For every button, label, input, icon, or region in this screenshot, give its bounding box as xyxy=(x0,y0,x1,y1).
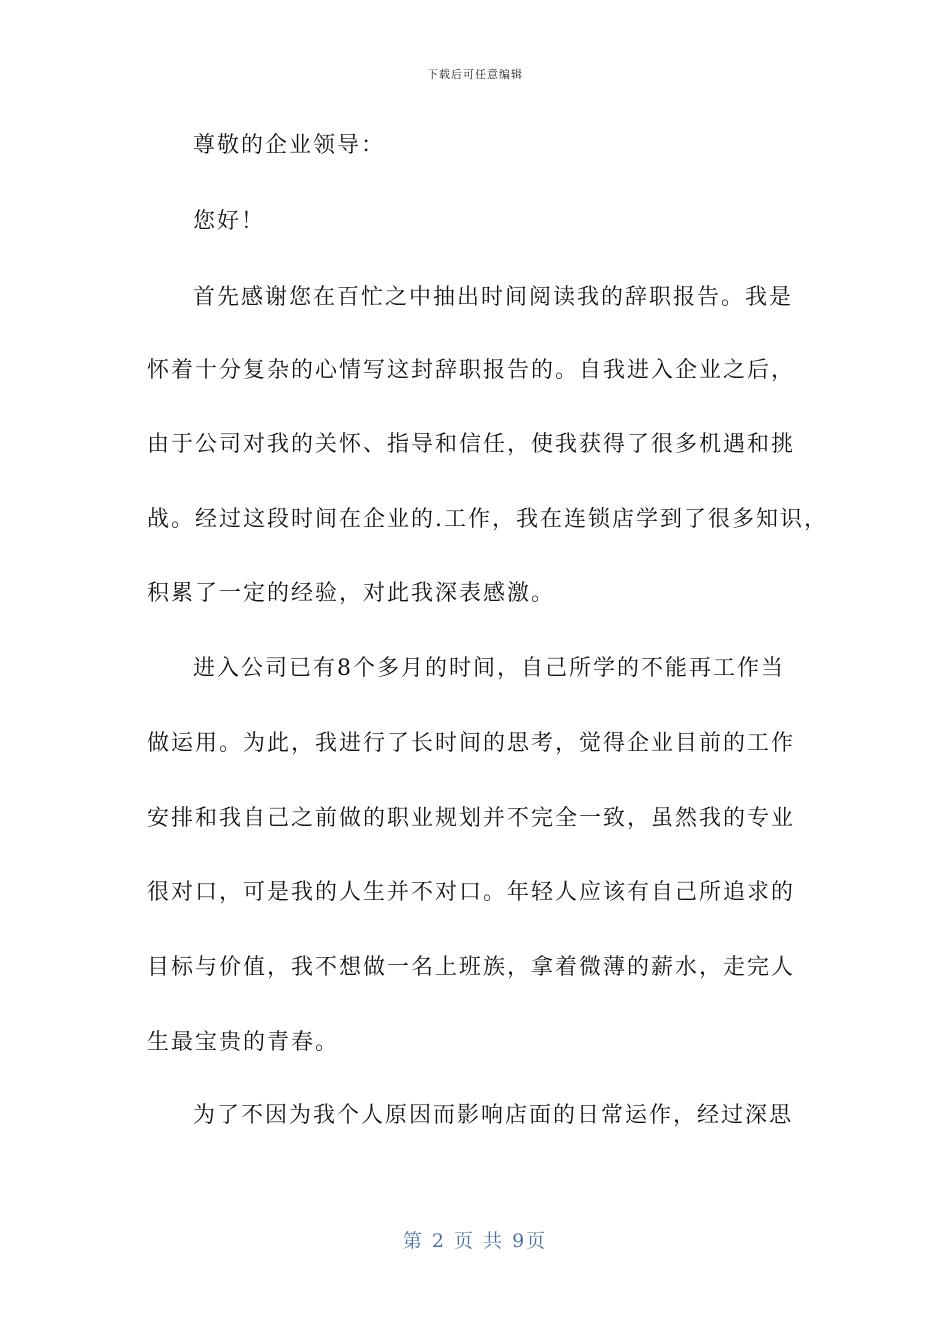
paragraph-line: 很对口，可是我的人生并不对口。年轻人应该有自己所追求的 xyxy=(147,880,796,905)
greeting: 您好！ xyxy=(193,209,266,234)
paragraph-line: 生最宝贵的青春。 xyxy=(147,1030,340,1055)
page-number: 第 2 页 共 9页 xyxy=(402,1230,548,1252)
paragraph-line: 安排和我自己之前做的职业规划并不完全一致，虽然我的专业 xyxy=(147,806,796,831)
paragraph-line: 做运用。为此，我进行了长时间的思考，觉得企业目前的工作 xyxy=(147,731,796,756)
paragraph-line: 为了不因为我个人原因而影响店面的日常运作，经过深思 xyxy=(193,1103,794,1128)
paragraph-line: 首先感谢您在百忙之中抽出时间阅读我的辞职报告。我是 xyxy=(193,285,794,310)
paragraph-line: 目标与价值，我不想做一名上班族，拿着微薄的薪水，走完人 xyxy=(147,955,796,980)
salutation: 尊敬的企业领导： xyxy=(193,133,386,158)
paragraph-line: 由于公司对我的关怀、指导和信任，使我获得了很多机遇和挑 xyxy=(147,432,796,457)
paragraph-line: 战。经过这段时间在企业的.工作，我在连锁店学到了很多知识， xyxy=(147,507,828,532)
page-header-note: 下载后可任意编辑 xyxy=(427,68,523,81)
paragraph-line: 进入公司已有8个多月的时间，自己所学的不能再工作当 xyxy=(193,656,785,681)
paragraph-line: 怀着十分复杂的心情写这封辞职报告的。自我进入企业之后， xyxy=(147,358,796,383)
paragraph-line: 积累了一定的经验，对此我深表感激。 xyxy=(147,581,556,606)
